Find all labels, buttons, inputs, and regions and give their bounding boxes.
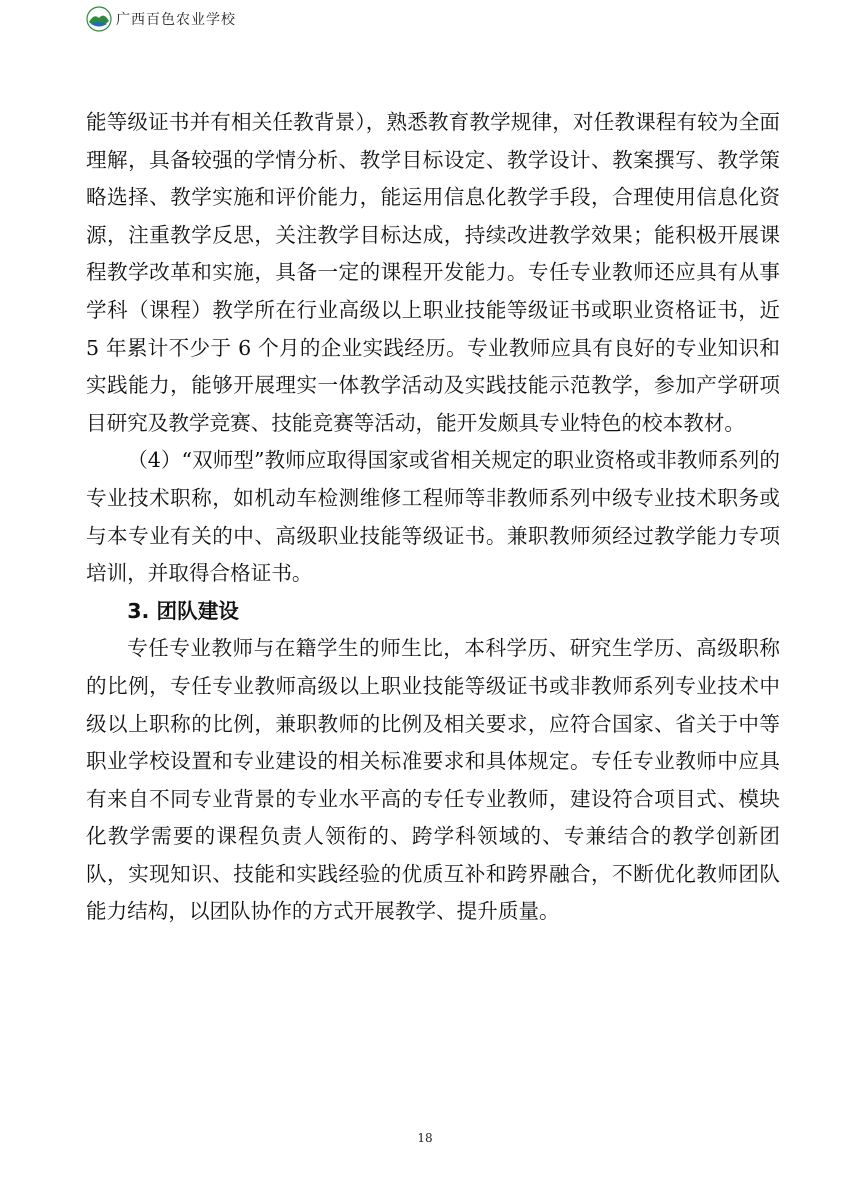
paragraph-team-building: 专任专业教师与在籍学生的师生比，本科学历、研究生学历、高级职称的比例，专任专业教师高级以上职业技能等级证书或非教师系列专业技术中级以上职称的比例，兼职教师的比例及相关要求，应符合国家、省关于中等职业学校设置和专业建设的相关标准要求和具体规定。专任专业教师中应具有来自不同专业背景的专业水平高的专任专业教师，建设符合项目式、模块化教学需要的课程负责人领衔的、跨学科领域的、专兼结合的教学创新团队，实现知识、技能和实践经验的优质互补和跨界融合，不断优化教师团队能力结构，以团队协作的方式开展教学、提升质量。 <box>86 636 780 924</box>
section-heading-team-building: 3. 团队建设 <box>127 598 239 623</box>
page-number: 18 <box>417 1131 433 1145</box>
document-body <box>86 104 780 931</box>
paragraph-teacher-qualifications: 能等级证书并有相关任教背景），熟悉教育教学规律，对任教课程有较为全面理解，具备较强的学情分析、教学目标设定、教学设计、教案撰写、教学策略选择、教学实施和评价能力，能运用信息化教学手段，合理使用信息化资源，注重教学反思，关注教学目标达成，持续改进教学效果；能积极开展课程教学改革和实施，具备一定的课程开发能力。专任专业教师还应具有从事学科（课程）教学所在行业高级以上职业技能等级证书或职业资格证书，近 5 年累计不少于 6 个月的企业实践经历。专业教师应具有良好的专业知识和实践能力，能够开展理实一体教学活动及实践技能示范教学，参加产学研项目研究及教学竞赛、技能竞赛等活动，能开发颇具专业特色的校本教材。 <box>86 110 780 435</box>
school-name: 广西百色农业学校 <box>116 12 236 28</box>
page-header <box>86 6 236 32</box>
paragraph-dual-qualified-teachers: （4）“双师型”教师应取得国家或省相关规定的职业资格或非教师系列的专业技术职称，如机动车检测维修工程师等非教师系列中级专业技术职务或与本专业有关的中、高级职业技能等级证书。兼职教师须经过教学能力专项培训，并取得合格证书。 <box>86 448 780 586</box>
school-logo-icon <box>86 6 112 32</box>
